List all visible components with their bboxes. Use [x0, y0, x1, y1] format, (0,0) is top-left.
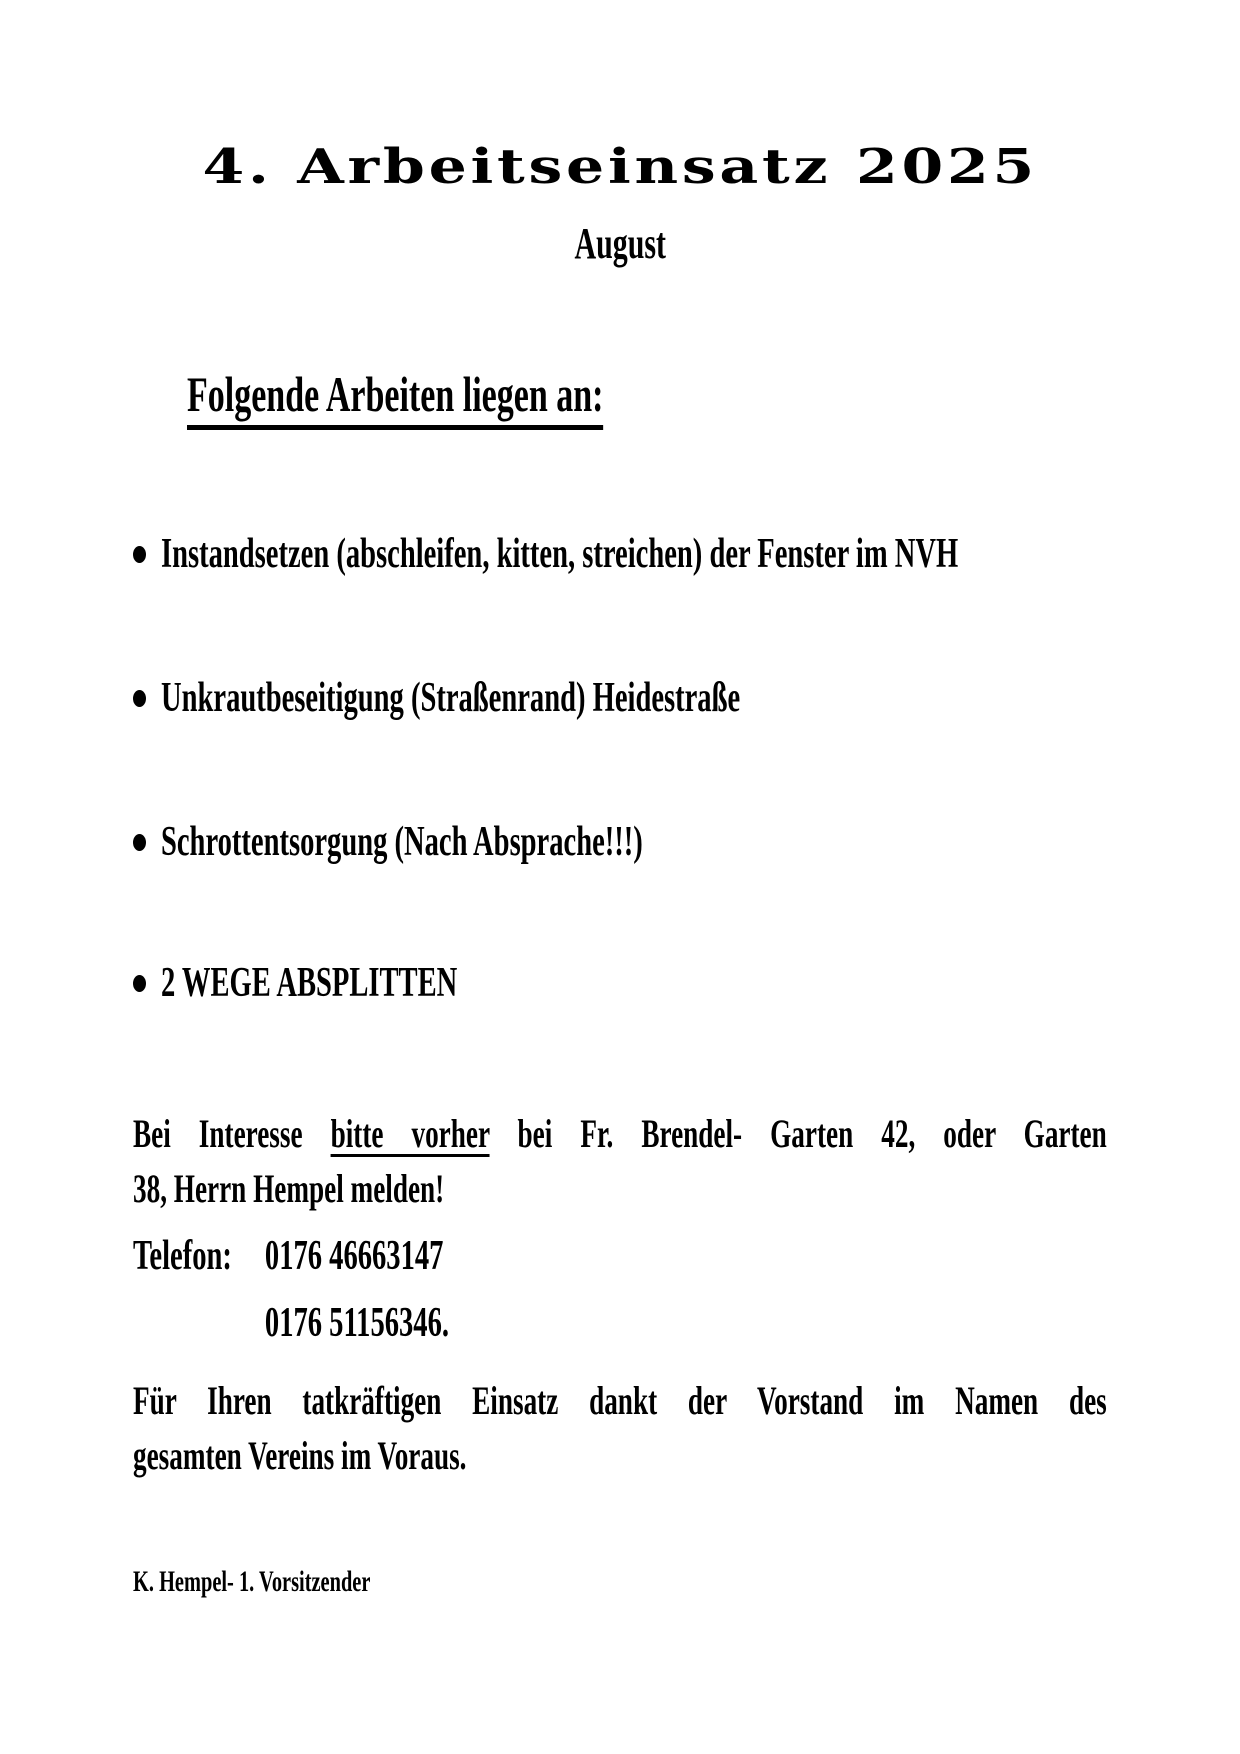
task-item — [133, 677, 1013, 719]
task-text: Schrottentsorgung (Nach Absprache!!!) — [161, 819, 643, 865]
bullet-icon — [133, 834, 146, 851]
signature-text: K. Hempel- 1. Vorsitzender — [133, 1565, 371, 1598]
task-text: Instandsetzen (abschleifen, kitten, streichen) der Fenster im NVH — [161, 531, 959, 577]
thanks-line-2: gesamten Vereins im Voraus. — [133, 1433, 467, 1478]
phone-line-2 — [133, 1302, 598, 1344]
contact-line-1-post: bei Fr. Brendel- Garten 42, oder Garten — [489, 1111, 1107, 1156]
task-text: 2 WEGE ABSPLITTEN — [161, 960, 458, 1006]
contact-line-2: 38, Herrn Hempel melden! — [133, 1166, 445, 1211]
thanks-paragraph — [133, 1373, 1107, 1483]
contact-line-1-pre: Bei Interesse — [133, 1111, 331, 1156]
page-subtitle-text: August — [574, 219, 666, 268]
thanks-line-1: Für Ihren tatkräftigen Einsatz dankt der Vorstand im Namen des — [133, 1378, 1107, 1423]
task-text: Unkrautbeseitigung (Straßenrand) Heidestraße — [161, 675, 741, 721]
phone-label: Telefon: — [133, 1233, 232, 1279]
task-item — [133, 962, 597, 1004]
phone-line-1 — [133, 1235, 590, 1277]
section-heading-text: Folgende Arbeiten liegen an: — [187, 369, 603, 430]
task-item — [133, 821, 870, 863]
phone-number-2: 0176 51156346. — [264, 1300, 449, 1346]
signature — [133, 1567, 482, 1597]
task-item — [133, 533, 1240, 575]
bullet-icon — [133, 690, 146, 707]
contact-line-1-underlined: bitte vorher — [330, 1111, 490, 1156]
page-subtitle — [0, 219, 1240, 268]
contact-line-1 — [133, 1106, 1107, 1161]
bullet-icon — [133, 546, 146, 563]
contact-paragraph — [133, 1106, 1107, 1216]
section-heading — [187, 366, 799, 430]
page-title — [0, 139, 1240, 195]
bullet-icon — [133, 975, 146, 992]
page-title-text: 4. Arbeitseinsatz 2025 — [202, 139, 1038, 195]
phone-number-1: 0176 46663147 — [264, 1233, 444, 1279]
